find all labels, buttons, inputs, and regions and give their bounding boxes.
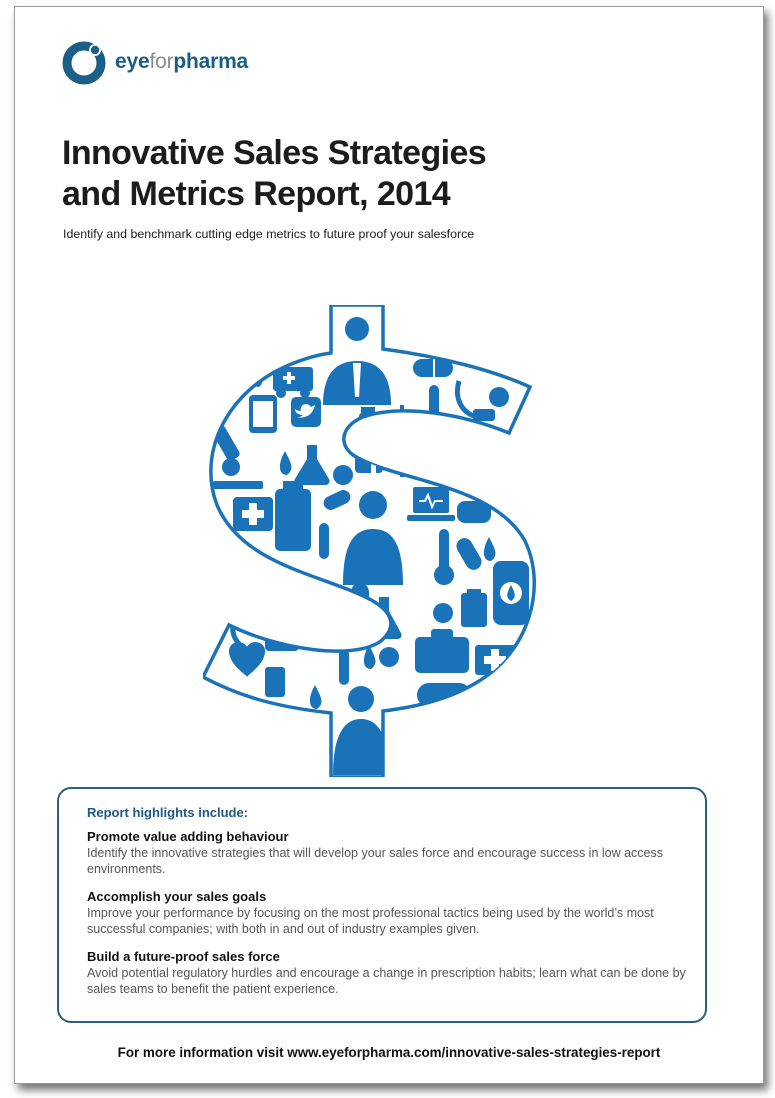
vial-icon — [275, 481, 311, 551]
highlight-description: Improve your performance by focusing on the most professional tactics being used by the world’s most successful companies; with both in and out of industry examples given. — [87, 906, 654, 936]
pill-icon — [351, 583, 369, 621]
report-highlights-box — [57, 787, 707, 1023]
pill-icon — [413, 359, 453, 377]
report-title — [62, 133, 662, 215]
monitor-icon — [407, 487, 455, 521]
report-subtitle: Identify and benchmark cutting edge metrics to future proof your salesforce — [63, 227, 475, 241]
highlight-title: Accomplish your sales goals — [87, 889, 267, 904]
face-mask-icon — [457, 501, 491, 523]
pill-icon — [333, 465, 353, 485]
pill-icon — [379, 647, 399, 667]
medicine-bottle-icon — [359, 407, 377, 439]
highlight-title: Promote value adding behaviour — [87, 829, 289, 844]
eye-logo-icon — [61, 39, 107, 85]
test-tube-icon — [429, 385, 439, 417]
twitter-icon — [291, 397, 321, 427]
pill-icon — [449, 443, 469, 463]
dollar-sign-illustration — [203, 305, 541, 777]
test-tube-icon — [339, 649, 349, 685]
title-line-1: Innovative Sales Strategies — [62, 134, 487, 172]
first-aid-kit-icon — [233, 497, 273, 531]
highlight-description: Avoid potential regulatory hurdles and encourage a change in prescription habits; learn what can be done by sales teams to benefit the patient experience. — [87, 966, 686, 996]
iv-bag-icon — [493, 561, 529, 625]
tablet-icon — [249, 395, 277, 433]
pill-icon — [433, 603, 453, 623]
highlight-title: Build a future-proof sales force — [87, 949, 280, 964]
bandage-icon — [414, 422, 447, 445]
vial-icon — [265, 667, 285, 697]
brand-name: eyeforpharma — [115, 50, 249, 73]
pill-icon — [417, 683, 471, 707]
more-info-footer: For more information visit www.eyeforpharma.com/innovative-sales-strategies-report — [117, 1045, 661, 1060]
test-tube-icon — [319, 523, 329, 559]
highlight-description: Identify the innovative strategies that will develop your sales force and encourage success in low access environments. — [87, 846, 664, 876]
highlight-item — [87, 949, 691, 997]
brand-logo — [61, 37, 248, 87]
clipboard-icon — [461, 589, 487, 627]
report-cover — [14, 6, 764, 1084]
highlight-item — [87, 889, 691, 937]
highlight-item — [87, 829, 691, 877]
highlights-heading: Report highlights include: — [87, 805, 249, 820]
syringe-icon — [397, 405, 407, 477]
title-line-2: and Metrics Report, 2014 — [62, 175, 451, 213]
